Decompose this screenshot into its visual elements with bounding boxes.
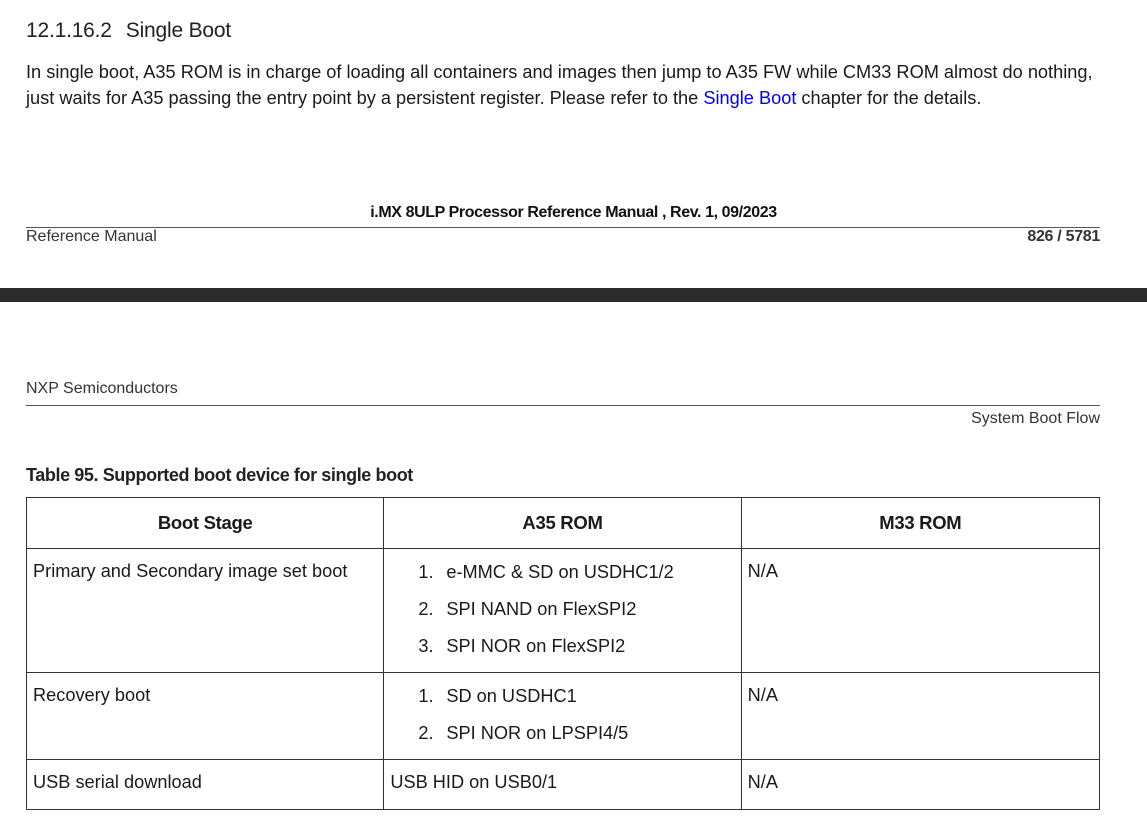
table-row <box>27 549 1100 673</box>
footer-document-title: i.MX 8ULP Processor Reference Manual , Rev. 1, 09/2023 <box>370 204 777 221</box>
list-index: 1. <box>418 562 434 582</box>
a35-device-list <box>390 673 734 759</box>
cell-a35-rom <box>384 760 741 810</box>
boot-stage-text: Recovery boot <box>33 685 151 705</box>
list-index: 3. <box>418 636 434 656</box>
footer-page-number: 826 / 5781 <box>1027 228 1100 245</box>
list-item-text: e-MMC & SD on USDHC1/2 <box>446 562 674 582</box>
cell-boot-stage <box>27 549 384 673</box>
table-row <box>27 760 1100 810</box>
single-boot-link[interactable]: Single Boot <box>703 88 797 108</box>
boot-stage-text: USB serial download <box>33 772 202 792</box>
header-company: NXP Semiconductors <box>26 380 178 397</box>
cell-m33-rom <box>741 549 1099 673</box>
list-index: 1. <box>418 686 434 706</box>
list-item <box>390 685 734 722</box>
cell-a35-rom <box>384 673 741 760</box>
list-item-text: SD on USDHC1 <box>446 686 577 706</box>
header-divider <box>26 405 1100 406</box>
list-item <box>390 635 734 672</box>
list-item-text: SPI NOR on LPSPI4/5 <box>446 723 629 743</box>
m33-rom-text: N/A <box>747 685 778 705</box>
list-item <box>390 561 734 598</box>
list-item <box>390 722 734 759</box>
list-item-text: SPI NOR on FlexSPI2 <box>446 636 626 656</box>
footer-manual-label: Reference Manual <box>26 228 157 245</box>
cell-boot-stage <box>27 673 384 760</box>
list-item-text: SPI NAND on FlexSPI2 <box>446 599 637 619</box>
cell-m33-rom <box>741 673 1099 760</box>
a35-device-list <box>390 549 734 672</box>
page-826 <box>0 0 1147 288</box>
paragraph-text-end: chapter for the details. <box>796 88 982 108</box>
cell-m33-rom <box>741 760 1099 810</box>
section-heading <box>26 19 231 43</box>
column-header-m33-rom: M33 ROM <box>741 498 1099 549</box>
table-row <box>27 673 1100 760</box>
cell-boot-stage <box>27 760 384 810</box>
paragraph-text: In single boot, A35 ROM is in charge of loading all containers and images then jump to A35 FW while CM33 ROM almost do nothing, just waits for A35 passing the entry point by a persistent register. Please refer to the <box>26 62 1093 108</box>
column-header-boot-stage: Boot Stage <box>27 498 384 549</box>
list-item <box>390 598 734 635</box>
header-chapter: System Boot Flow <box>971 410 1100 427</box>
cell-a35-rom <box>384 549 741 673</box>
boot-device-table <box>26 497 1100 810</box>
table-header-row <box>27 498 1100 549</box>
list-index: 2. <box>418 599 434 619</box>
m33-rom-text: N/A <box>747 772 778 792</box>
body-paragraph <box>26 59 1116 111</box>
a35-rom-text: USB HID on USB0/1 <box>390 772 558 792</box>
table-caption: Table 95. Supported boot device for single boot <box>26 465 413 485</box>
footer-divider <box>26 227 1100 228</box>
page-separator <box>0 288 1147 302</box>
list-index: 2. <box>418 723 434 743</box>
boot-stage-text: Primary and Secondary image set boot <box>33 561 348 581</box>
section-title: Single Boot <box>125 19 231 42</box>
section-number: 12.1.16.2 <box>26 19 112 42</box>
m33-rom-text: N/A <box>747 561 778 581</box>
column-header-a35-rom: A35 ROM <box>384 498 741 549</box>
